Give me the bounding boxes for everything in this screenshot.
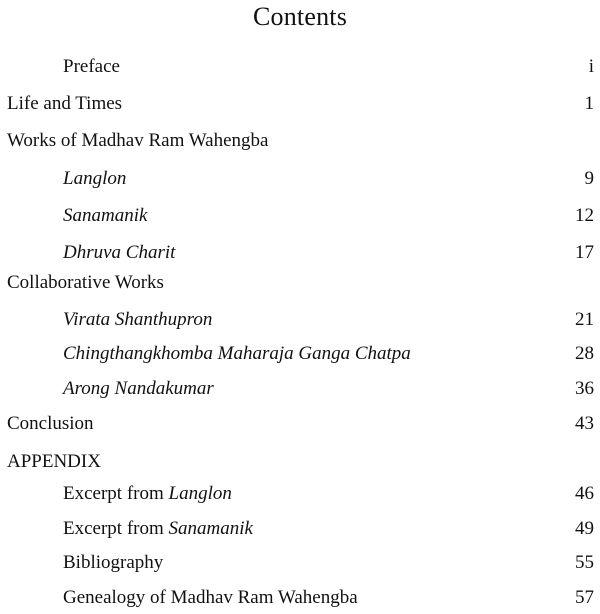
toc-entry-title-part: Works of Madhav Ram Wahengba (7, 130, 269, 151)
toc-entry-title-part: Life and Times (7, 93, 123, 114)
toc-entry (0, 240, 600, 266)
toc-entry-title (63, 166, 126, 192)
toc-entry-title-part: APPENDIX (7, 451, 101, 472)
toc-entry-page-number: 46 (575, 483, 594, 504)
toc-entry-title-part: Langlon (63, 168, 127, 189)
toc-entry (0, 91, 600, 117)
toc-entry-page-number: 21 (575, 309, 594, 330)
toc-entry-title (63, 54, 120, 80)
toc-entry-title (7, 270, 164, 296)
toc-entry-title-part: Genealogy of Madhav Ram Wahengba (63, 587, 358, 608)
toc-entry (0, 550, 600, 576)
toc-entry (0, 411, 600, 437)
toc-entry-title (7, 91, 122, 117)
toc-entry-title-part: Preface (63, 56, 120, 77)
toc-entry-title-part: Sanamanik (63, 205, 148, 226)
toc-entry (0, 166, 600, 192)
toc-entry-title (63, 240, 175, 266)
toc-entry-page-number: 55 (575, 552, 594, 573)
toc-entry-page-number: 36 (575, 378, 594, 399)
toc-entry-title-part: Excerpt from (63, 483, 169, 504)
toc-entry (0, 128, 600, 154)
toc-entry-title-part: Langlon (168, 483, 232, 504)
toc-entry-title-part: Collaborative Works (7, 272, 164, 293)
toc-entry-page-number: 9 (584, 168, 594, 189)
toc-entry-title (63, 585, 358, 611)
toc-entry-title (63, 376, 214, 402)
toc-entry-title-part: Bibliography (63, 552, 164, 573)
toc-entry-title (63, 341, 411, 367)
toc-entry-page-number: 49 (575, 518, 594, 539)
toc-entry-title (63, 481, 232, 507)
toc-entry-page-number: 28 (575, 343, 594, 364)
toc-entry (0, 449, 600, 475)
toc-entry-title-part: Virata Shanthupron (63, 309, 213, 330)
toc-entry (0, 307, 600, 333)
toc-entry-title-part: Arong Nandakumar (63, 378, 214, 399)
toc-entry (0, 203, 600, 229)
toc-entry-title (63, 307, 212, 333)
toc-entry (0, 341, 600, 367)
toc-entry-title-part: Conclusion (7, 413, 94, 434)
toc-entry-title (63, 516, 253, 542)
toc-entry-title-part: Excerpt from (63, 518, 169, 539)
toc-entry-title (63, 203, 147, 229)
toc-entry-page-number: 1 (584, 93, 594, 114)
toc-entry-title (7, 411, 94, 437)
toc-entry (0, 270, 600, 296)
toc-entry-title-part: Dhruva Charit (63, 242, 176, 263)
toc-entry-title (7, 449, 101, 475)
toc-entry-page-number: 12 (575, 205, 594, 226)
toc-entry-page-number: 43 (575, 413, 594, 434)
toc-entry-title-part: Chingthangkhomba Maharaja Ganga Chatpa (63, 343, 411, 364)
toc-entry-title (63, 550, 163, 576)
toc-entry-page-number: i (588, 56, 594, 77)
toc-entry-page-number: 57 (575, 587, 594, 608)
toc-entry-page-number: 17 (575, 242, 594, 263)
toc-entry (0, 516, 600, 542)
page-title: Contents (252, 2, 348, 31)
toc-entry (0, 376, 600, 402)
toc-entry-title (7, 128, 268, 154)
toc-entry-title-part: Sanamanik (168, 518, 253, 539)
toc-entry (0, 585, 600, 611)
toc-entry (0, 54, 600, 80)
toc-entry (0, 481, 600, 507)
